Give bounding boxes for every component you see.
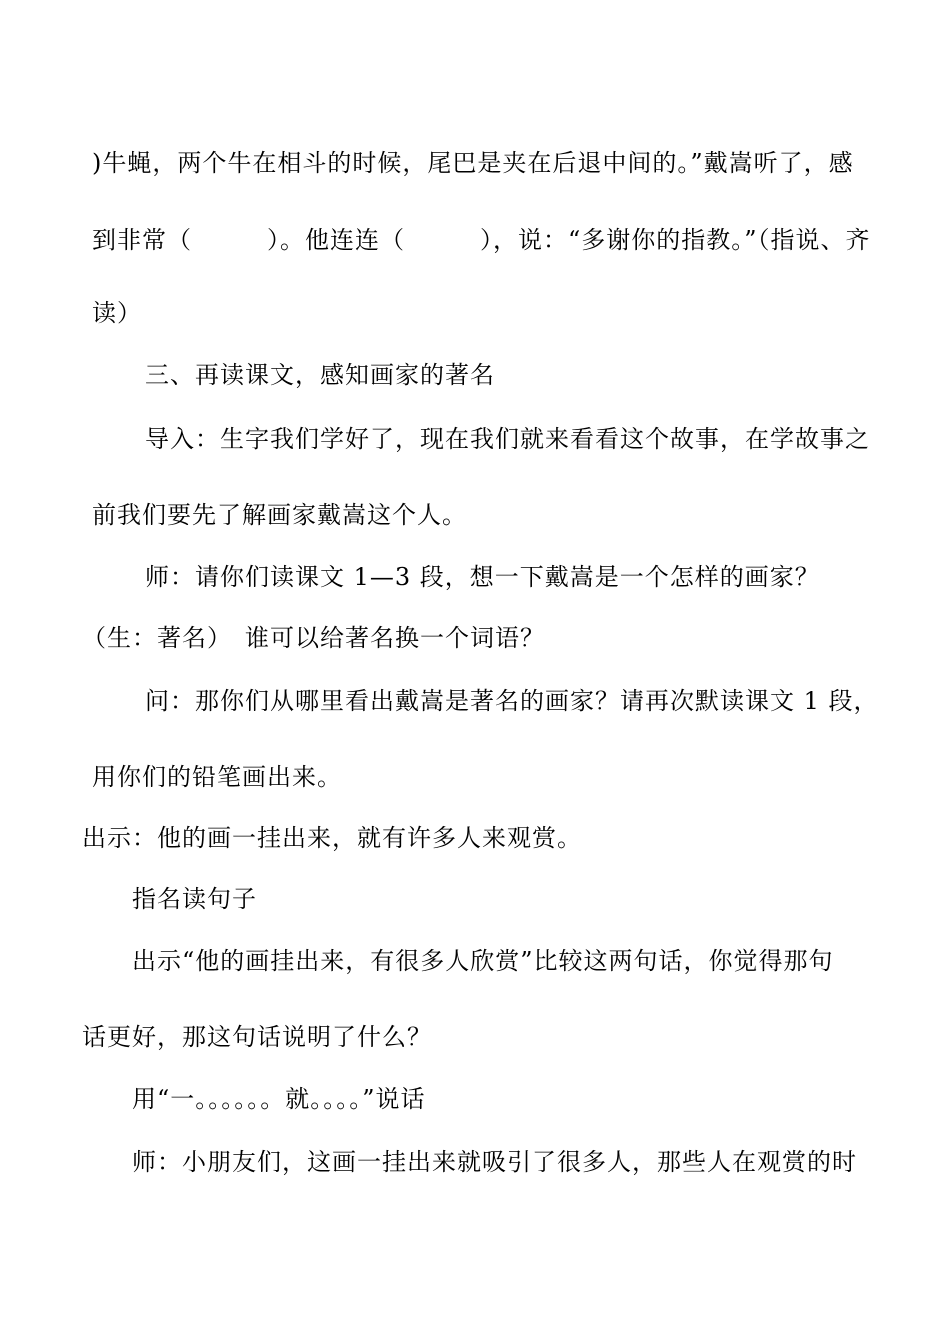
text-line: 用“一。。。。。。就。。。。”说话 [132,1085,426,1113]
text-line: 出示：他的画一挂出来，就有许多人来观赏。 [82,824,582,852]
text-line: 师：请你们读课文 1—3 段，想一下戴嵩是一个怎样的画家？ [145,563,820,591]
section-heading: 三、再读课文，感知画家的著名 [145,361,495,389]
text-line: 到非常（ ）。他连连（ ），说：“多谢你的指教。”（指说、齐 [92,226,871,254]
text-line: 出示“他的画挂出来，有很多人欣赏”比较这两句话，你觉得那句 [132,947,834,975]
text-line: 读） [92,299,142,327]
text-line: 用你们的铅笔画出来。 [92,763,342,791]
text-line: 问：那你们从哪里看出戴嵩是著名的画家？请再次默读课文 1 段， [145,687,879,715]
text-line: )牛蝇，两个牛在相斗的时候，尾巴是夹在后退中间的。”戴嵩听了，感 [92,149,854,177]
text-line: 前我们要先了解画家戴嵩这个人。 [92,501,467,529]
text-line: 话更好，那这句话说明了什么？ [82,1023,432,1051]
text-line: 指名读句子 [132,885,257,913]
text-line: 导入：生字我们学好了，现在我们就来看看这个故事，在学故事之 [145,425,870,453]
text-line: （生：著名） 谁可以给著名换一个词语？ [82,624,545,652]
text-line: 师：小朋友们，这画一挂出来就吸引了很多人，那些人在观赏的时 [132,1148,857,1176]
